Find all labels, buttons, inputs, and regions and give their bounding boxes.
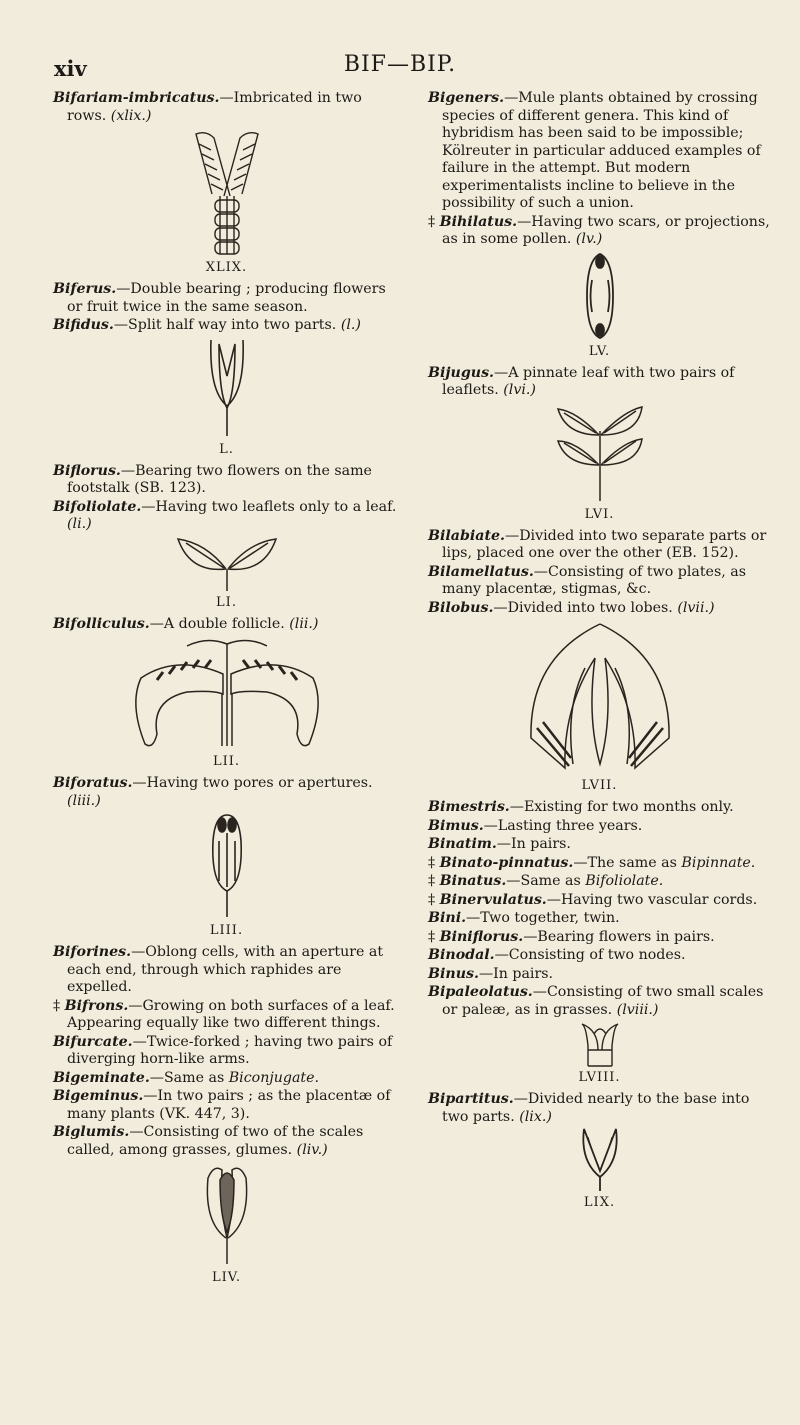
entry-reference: (lix.): [519, 1108, 552, 1125]
glossary-entry-biflorus: [53, 463, 400, 498]
entry-reference: (lv.): [575, 231, 603, 247]
figure-label: LV.: [588, 343, 611, 359]
entry-definition: —Double bearing ; producing flowers or fruit twice in the same season.: [67, 281, 386, 315]
entry-term: Bihilatus.: [439, 213, 518, 230]
page-number: xiv: [54, 56, 87, 81]
entry-definition: —Consisting of two of the scales called, among grasses, glumes.: [67, 1124, 364, 1158]
entry-definition: —Twice-forked ; having two pairs of diverging horn-like arms.: [67, 1033, 393, 1067]
entry-reference: Bipinnate.: [681, 854, 756, 871]
figure: [428, 618, 771, 793]
figure: [53, 535, 400, 610]
entry-term: Bilabiate.: [428, 527, 505, 544]
bijugus-illustration: [552, 401, 648, 505]
entry-term: Biforatus.: [53, 775, 133, 791]
entry-term: Binervulatus.: [439, 891, 547, 908]
glossary-entry-biglumis: [53, 1124, 400, 1159]
entry-definition: —Divided into two lobes.: [493, 599, 673, 616]
entry-term: Bifoliolate.: [53, 498, 142, 515]
bilobus-illustration: [525, 618, 675, 776]
entry-reference: Biconjugate.: [228, 1069, 320, 1086]
glossary-entry-bilabiate: [428, 528, 771, 563]
glossary-entry-bifolliculus: [53, 616, 400, 634]
glossary-entry-bigeners: [428, 90, 771, 213]
glossary-entry-bimus: [428, 818, 771, 836]
entry-definition: —Growing on both surfaces of a leaf. Appearing equally like two different things.: [67, 997, 395, 1031]
entry-definition: —Consisting of two nodes.: [494, 947, 686, 963]
obsolete-term-mark: ‡: [428, 928, 436, 945]
entry-definition: —Imbricated in two rows.: [67, 90, 362, 124]
entry-term: Bilobus.: [428, 599, 494, 616]
entry-reference: (liv.): [296, 1141, 328, 1158]
bihilatus-illustration: [583, 250, 617, 342]
glossary-entry-bimestris: [428, 799, 771, 817]
figure-label: LVI.: [584, 506, 615, 522]
entry-term: Bifidus.: [53, 317, 114, 333]
figure: [428, 1127, 771, 1210]
glossary-entry-binodal: [428, 947, 771, 965]
glossary-entry-bipaleolatus: [428, 984, 771, 1019]
entry-reference: (xlix.): [110, 107, 152, 124]
glossary-entry-biforatus: [53, 775, 400, 810]
entry-term: Bifrons.: [64, 997, 129, 1014]
figure-label: LIII.: [209, 923, 244, 938]
entry-term: Biglumis.: [53, 1124, 130, 1140]
entry-definition: —Divided nearly to the base into two parts.: [442, 1091, 750, 1125]
entry-term: Bimestris.: [428, 799, 510, 815]
entry-reference: (l.): [340, 317, 361, 333]
figure-label: LI.: [216, 594, 237, 610]
entry-definition: —In two pairs ; as the placentæ of many plants (VK. 447, 3).: [67, 1088, 391, 1122]
entry-definition: —Oblong cells, with an aperture at each end, through which raphides are expelled.: [67, 944, 384, 995]
entry-definition: —Having two scars, or projections, as in some pollen.: [442, 213, 770, 247]
obsolete-term-mark: ‡: [428, 854, 436, 871]
figure: [428, 250, 771, 359]
entry-definition: —Bearing two flowers on the same footstalk (SB. 123).: [67, 462, 372, 496]
glossary-entry-biforines: [53, 944, 400, 997]
entry-term: Binatus.: [439, 873, 507, 889]
bifariam-imbricatus-illustration: [182, 126, 272, 258]
entry-definition: —Bearing flowers in pairs.: [523, 928, 715, 945]
glossary-entry-bini: [428, 910, 771, 928]
figure: [53, 811, 400, 938]
entry-term: Bilamellatus.: [428, 563, 534, 580]
entry-term: Biforines.: [53, 944, 132, 960]
running-head: BIF—BIP.: [343, 52, 457, 77]
entry-term: Biniflorus.: [439, 928, 524, 945]
glossary-entry-bifurcate: [53, 1034, 400, 1069]
entry-definition: —Divided into two separate parts or lips, placed one over the other (EB. 152).: [442, 527, 767, 561]
entry-reference: (lii.): [289, 615, 319, 632]
glossary-entry-bilamellatus: [428, 564, 771, 599]
figure: [53, 126, 400, 275]
glossary-entry-bifrons: [53, 998, 400, 1033]
figure-label: LIV.: [211, 1270, 242, 1285]
entry-reference: (li.): [67, 516, 92, 532]
obsolete-term-mark: ‡: [428, 891, 436, 908]
entry-reference: (lviii.): [616, 1001, 659, 1018]
glossary-entry-bigeminus: [53, 1088, 400, 1123]
glossary-entry-binervulatus: [428, 892, 771, 910]
entry-definition: —Existing for two months only.: [509, 799, 734, 815]
entry-term: Binus.: [428, 965, 479, 982]
glossary-entry-binus: [428, 966, 771, 984]
glossary-entry-biferus: [53, 281, 400, 316]
obsolete-term-mark: ‡: [428, 213, 436, 230]
entry-definition: —A double follicle.: [149, 615, 285, 632]
entry-term: Binodal.: [428, 947, 495, 963]
entry-definition: —Two together, twin.: [466, 910, 620, 926]
entry-term: Bigeminate.: [53, 1069, 150, 1086]
figure-label: LVIII.: [578, 1070, 621, 1085]
entry-term: Bifolliculus.: [53, 615, 150, 632]
entry-definition: —In pairs.: [496, 836, 571, 852]
entry-definition: —Lasting three years.: [483, 817, 643, 834]
entry-definition: —Consisting of two small scales or paleæ, as in grasses.: [442, 984, 764, 1018]
figure-label: XLIX.: [205, 260, 248, 275]
entry-term: Bimus.: [428, 817, 484, 834]
left-column: [53, 90, 400, 1291]
entry-term: Bini.: [428, 910, 467, 926]
entry-definition: —Mule plants obtained by crossing species of different genera. This kind of hybridism has been said to be impossible; Kölreuter in particular adduced examples of failure in the attempt. But modern experimentalists incline to believe in the possibility of such a union.: [442, 90, 761, 211]
figure: [428, 401, 771, 522]
entry-term: Binatim.: [428, 836, 497, 852]
glossary-entry-bigeminate: [53, 1070, 400, 1088]
glossary-entry-bijugus: [428, 365, 771, 400]
entry-term: Bigeners.: [428, 90, 505, 106]
entry-term: Bifurcate.: [53, 1033, 133, 1050]
entry-term: Biflorus.: [53, 462, 121, 479]
entry-reference: (liii.): [67, 792, 101, 809]
glossary-entry-binatus: [428, 873, 771, 891]
entry-term: Bigeminus.: [53, 1088, 144, 1104]
entry-definition: —Split half way into two parts.: [113, 317, 337, 333]
entry-definition: —Having two vascular cords.: [546, 891, 758, 908]
entry-term: Biferus.: [53, 281, 117, 297]
entry-definition: —Having two leaflets only to a leaf.: [141, 498, 397, 515]
glossary-entry-biniflorus: [428, 929, 771, 947]
entry-definition: —Same as: [506, 873, 586, 889]
obsolete-term-mark: ‡: [428, 873, 436, 889]
entry-definition: —A pinnate leaf with two pairs of leaflets.: [442, 364, 735, 398]
glossary-entry-bipartitus: [428, 1091, 771, 1126]
bipaleolatus-illustration: [578, 1020, 622, 1068]
entry-term: Bijugus.: [428, 364, 494, 381]
entry-definition: —Same as: [149, 1069, 229, 1086]
figure: [53, 634, 400, 769]
glossary-entry-bifoliolate: [53, 499, 400, 534]
bipartitus-illustration: [578, 1127, 622, 1193]
right-column: [428, 90, 771, 1216]
entry-term: Bipartitus.: [428, 1091, 514, 1107]
entry-reference: (lvi.): [503, 382, 536, 398]
figure: [53, 1160, 400, 1285]
figure-label: L.: [219, 441, 234, 457]
figure: [428, 1020, 771, 1085]
figure-label: LVII.: [581, 778, 618, 793]
entry-term: Binato-pinnatus.: [439, 854, 574, 871]
figure: [53, 336, 400, 457]
entry-term: Bipaleolatus.: [428, 984, 533, 1000]
figure-label: LIX.: [583, 1195, 616, 1210]
entry-reference: Bifoliolate.: [585, 873, 664, 889]
entry-term: Bifariam-imbricatus.: [53, 90, 220, 106]
bifolliculus-illustration: [127, 634, 327, 752]
entry-definition: —The same as: [573, 854, 682, 871]
biforatus-illustration: [207, 811, 247, 921]
figure-label: LII.: [212, 754, 241, 769]
entry-reference: (lvii.): [677, 599, 715, 616]
glossary-entry-binato-pinnatus: [428, 855, 771, 873]
glossary-entry-bihilatus: [428, 214, 771, 249]
entry-definition: —Having two pores or apertures.: [132, 775, 373, 791]
entry-definition: —Consisting of two plates, as many placentæ, stigmas, &c.: [442, 563, 746, 597]
glossary-entry-binatim: [428, 836, 771, 854]
entry-definition: —In pairs.: [478, 965, 554, 982]
bifidus-illustration: [205, 336, 249, 440]
biglumis-illustration: [200, 1160, 254, 1268]
glossary-entry-bifidus: [53, 317, 400, 335]
obsolete-term-mark: ‡: [53, 997, 61, 1014]
bifoliolate-illustration: [172, 535, 282, 593]
glossary-entry-bifariam-imbricatus: [53, 90, 400, 125]
glossary-entry-bilobus: [428, 600, 771, 618]
